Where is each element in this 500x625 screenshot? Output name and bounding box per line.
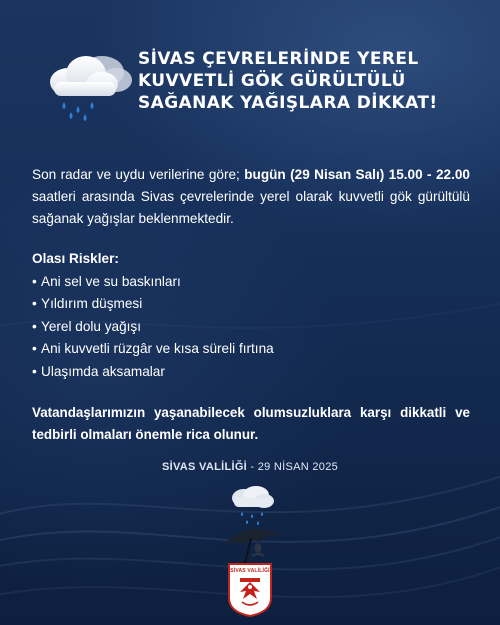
risks-heading: Olası Riskler: bbox=[32, 251, 119, 266]
sivas-valiligi-seal-icon bbox=[226, 562, 274, 618]
list-item: • Yerel dolu yağışı bbox=[32, 316, 274, 338]
list-item: • Ulaşımda aksamalar bbox=[32, 361, 274, 383]
risks-list bbox=[32, 271, 274, 383]
bullet: • bbox=[32, 296, 37, 312]
intro-paragraph bbox=[32, 164, 470, 230]
signature-date: - 29 NİSAN 2025 bbox=[247, 461, 339, 473]
signature-org: SİVAS VALİLİĞİ bbox=[161, 461, 248, 473]
signature bbox=[0, 461, 500, 473]
bullet: • bbox=[32, 318, 37, 334]
bullet: • bbox=[32, 363, 37, 379]
bullet: • bbox=[32, 341, 37, 357]
rain-cloud-icon bbox=[40, 50, 136, 122]
closing-paragraph: Vatandaşlarımızın yaşanabilecek olumsuzluklara karşı dikkatli ve tedbirli olmaları önemle rica olunur. bbox=[32, 405, 470, 442]
title-line: KUVVETLİ GÖK GÜRÜLTÜLÜ bbox=[138, 71, 406, 91]
umbrella-rain-icon bbox=[206, 486, 296, 566]
page-title bbox=[138, 48, 478, 114]
seal-label: SİVAS VALİLİĞİ bbox=[230, 568, 270, 574]
intro-rest: saatleri arasında Sivas çevrelerinde yerel olarak kuvvetli gök gürültülü sağanak yağışlar beklenmektedir. bbox=[32, 189, 470, 226]
intro-lead: Son radar ve uydu verilerine göre; bbox=[32, 167, 240, 182]
bullet: • bbox=[32, 274, 37, 289]
header bbox=[40, 44, 480, 134]
list-item: • Ani kuvvetli rüzgâr ve kısa süreli fırtına bbox=[32, 338, 274, 360]
title-line: SİVAS ÇEVRELERİNDE YEREL bbox=[138, 49, 419, 69]
list-item: • Yıldırım düşmesi bbox=[32, 293, 274, 315]
intro-highlight: bugün (29 Nisan Salı) 15.00 - 22.00 bbox=[244, 167, 470, 182]
title-line: SAĞANAK YAĞIŞLARA DİKKAT! bbox=[138, 93, 438, 113]
list-item: • Ani sel ve su baskınları bbox=[32, 271, 274, 293]
